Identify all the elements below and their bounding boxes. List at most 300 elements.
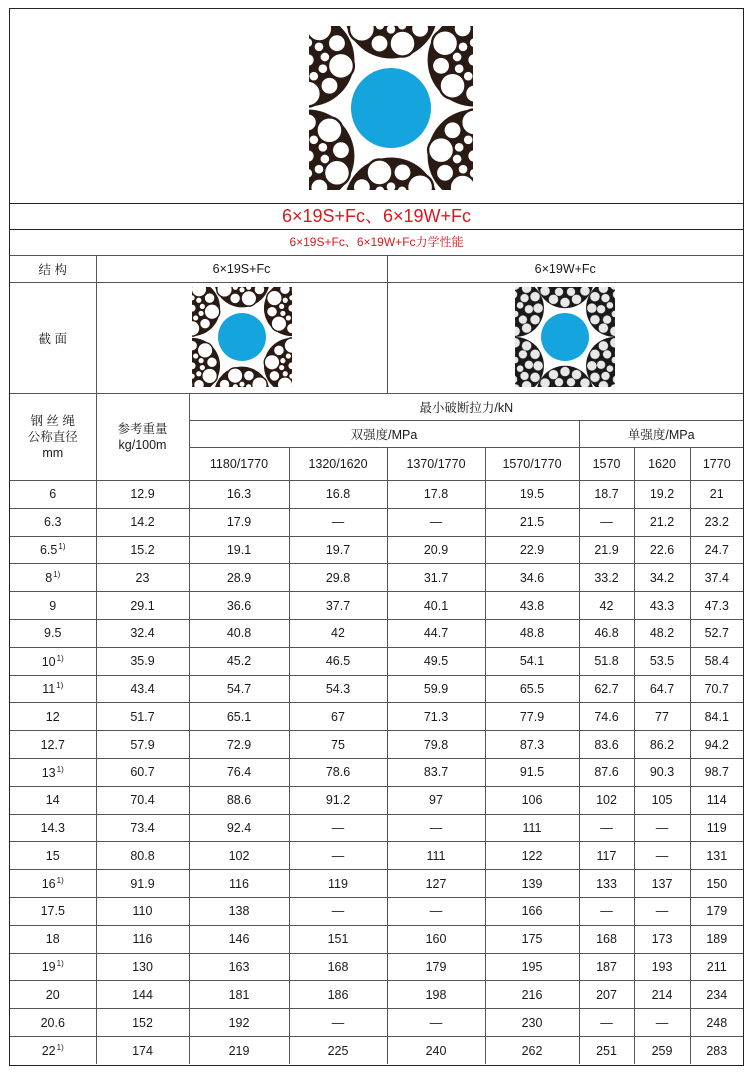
weight-header xyxy=(96,394,189,481)
structure-label: 结 构 xyxy=(10,256,96,283)
diameter-cell xyxy=(10,592,96,620)
diameter-value: 12.7 xyxy=(40,737,65,752)
force-cell: 262 xyxy=(485,1036,579,1064)
wire xyxy=(206,356,217,367)
force-cell: 34.2 xyxy=(634,564,690,592)
force-cell: 248 xyxy=(690,1009,743,1037)
force-cell: 37.4 xyxy=(690,564,743,592)
dual-strength-header: 双强度/MPa xyxy=(189,421,579,448)
diameter-cell xyxy=(10,675,96,703)
wire xyxy=(572,369,582,379)
wire xyxy=(590,372,600,382)
wire xyxy=(285,353,290,358)
wire xyxy=(517,365,524,372)
diameter-value: 16 xyxy=(41,877,56,892)
weight-cell: 43.4 xyxy=(96,675,189,703)
force-cell: 240 xyxy=(387,1036,485,1064)
table-row xyxy=(10,731,743,759)
table-row xyxy=(10,953,743,981)
force-cell: 116 xyxy=(189,870,289,898)
footnote-mark: 1) xyxy=(58,542,66,552)
table-row xyxy=(10,897,743,925)
force-cell: 88.6 xyxy=(189,786,289,814)
spec-sheet xyxy=(9,8,744,1066)
diameter-cell xyxy=(10,897,96,925)
wire xyxy=(534,360,544,370)
force-cell: 131 xyxy=(690,842,743,870)
wire xyxy=(309,72,318,81)
wire xyxy=(567,377,576,386)
force-cell: 193 xyxy=(634,953,690,981)
wire xyxy=(519,350,528,359)
force-cell: 187 xyxy=(579,953,634,981)
force-cell: 29.8 xyxy=(289,564,387,592)
force-cell: — xyxy=(579,897,634,925)
structure-w: 6×19W+Fc xyxy=(387,256,743,283)
diameter-header-line: 钢 丝 绳 xyxy=(30,414,75,428)
force-cell: 43.8 xyxy=(485,592,579,620)
force-cell: — xyxy=(289,1009,387,1037)
force-cell: 133 xyxy=(579,870,634,898)
diameter-cell xyxy=(10,1036,96,1064)
wire xyxy=(199,365,204,370)
wire xyxy=(453,53,462,62)
table-row xyxy=(10,1009,743,1037)
table-row xyxy=(10,536,743,564)
force-cell: 22.9 xyxy=(485,536,579,564)
footnote-mark: 1) xyxy=(56,681,64,691)
wire xyxy=(519,315,528,324)
wire xyxy=(317,117,343,143)
diameter-cell xyxy=(10,786,96,814)
force-cell: — xyxy=(289,842,387,870)
wire xyxy=(268,370,279,381)
force-cell: 64.7 xyxy=(634,675,690,703)
wire xyxy=(199,318,210,329)
weight-cell: 51.7 xyxy=(96,703,189,731)
wire xyxy=(193,315,198,320)
force-cell: 17.9 xyxy=(189,508,289,536)
force-cell: 283 xyxy=(690,1036,743,1064)
force-cell: 21 xyxy=(690,481,743,509)
force-cell: 67 xyxy=(289,703,387,731)
diameter-value: 18 xyxy=(45,932,60,947)
wire xyxy=(407,174,433,190)
wire xyxy=(567,287,576,296)
force-cell: 175 xyxy=(485,925,579,953)
force-cell: 92.4 xyxy=(189,814,289,842)
breaking-force-header: 最小破断拉力/kN xyxy=(189,394,743,421)
wire xyxy=(328,34,346,52)
wire xyxy=(597,360,606,369)
force-cell: 52.7 xyxy=(690,619,743,647)
force-cell: 163 xyxy=(189,953,289,981)
diameter-cell xyxy=(10,619,96,647)
force-cell: 179 xyxy=(690,897,743,925)
diameter-value: 14.3 xyxy=(40,820,65,835)
force-cell: 79.8 xyxy=(387,731,485,759)
wire xyxy=(196,371,201,376)
force-cell: 225 xyxy=(289,1036,387,1064)
force-cell: 53.5 xyxy=(634,647,690,675)
wire xyxy=(321,53,330,62)
force-cell: — xyxy=(289,897,387,925)
force-cell: — xyxy=(634,842,690,870)
wire xyxy=(279,303,284,308)
fiber-core xyxy=(351,68,431,148)
force-cell: 138 xyxy=(189,897,289,925)
wire xyxy=(587,360,597,370)
wire xyxy=(530,372,540,382)
wire xyxy=(549,294,559,304)
wire xyxy=(315,42,324,51)
force-cell: 181 xyxy=(189,981,289,1009)
force-cell: — xyxy=(289,814,387,842)
grade-header: 1770 xyxy=(690,448,743,481)
force-cell: 54.1 xyxy=(485,647,579,675)
diameter-cell xyxy=(10,925,96,953)
wire xyxy=(285,315,290,320)
force-cell: 160 xyxy=(387,925,485,953)
wire xyxy=(580,378,590,387)
force-cell: 16.8 xyxy=(289,481,387,509)
force-cell: 207 xyxy=(579,981,634,1009)
wire xyxy=(273,344,284,355)
diameter-cell xyxy=(10,564,96,592)
diameter-cell xyxy=(10,814,96,842)
force-cell: — xyxy=(289,508,387,536)
wire xyxy=(193,379,204,387)
wire xyxy=(239,287,244,292)
wire xyxy=(530,349,540,359)
force-cell: 40.8 xyxy=(189,619,289,647)
wire xyxy=(453,155,462,164)
diameter-value: 15 xyxy=(45,848,60,863)
force-cell: 44.7 xyxy=(387,619,485,647)
section-w-diagram xyxy=(515,287,615,387)
force-cell: 91.5 xyxy=(485,758,579,786)
wire xyxy=(520,371,529,380)
force-cell: 146 xyxy=(189,925,289,953)
wire xyxy=(271,315,287,331)
force-cell: 19.2 xyxy=(634,481,690,509)
wire xyxy=(540,287,550,296)
force-cell: 40.1 xyxy=(387,592,485,620)
diameter-value: 8 xyxy=(45,571,53,586)
force-cell: 19.7 xyxy=(289,536,387,564)
force-cell: 24.7 xyxy=(690,536,743,564)
wire xyxy=(266,306,277,317)
force-cell: — xyxy=(634,814,690,842)
force-cell: 48.2 xyxy=(634,619,690,647)
page-title: 6×19S+Fc、6×19W+Fc xyxy=(10,203,743,230)
diameter-cell xyxy=(10,508,96,536)
fiber-core xyxy=(541,313,589,361)
force-cell: — xyxy=(387,897,485,925)
force-cell: 195 xyxy=(485,953,579,981)
diameter-value: 20.6 xyxy=(40,1015,65,1030)
weight-cell: 12.9 xyxy=(96,481,189,509)
rope-cross-section-large xyxy=(309,26,473,190)
force-cell: 87.3 xyxy=(485,731,579,759)
force-cell: 37.7 xyxy=(289,592,387,620)
table-row xyxy=(10,870,743,898)
diameter-value: 14 xyxy=(45,793,60,808)
single-strength-header: 单强度/MPa xyxy=(579,421,743,448)
table-row xyxy=(10,592,743,620)
force-cell: 87.6 xyxy=(579,758,634,786)
wire xyxy=(280,310,285,315)
wire xyxy=(204,303,220,319)
wire xyxy=(525,304,534,313)
force-cell: 251 xyxy=(579,1036,634,1064)
grade-header: 1570/1770 xyxy=(485,448,579,481)
wire xyxy=(603,315,612,324)
wire xyxy=(560,297,570,307)
force-cell: 186 xyxy=(289,981,387,1009)
force-cell: 86.2 xyxy=(634,731,690,759)
table-row xyxy=(10,1036,743,1064)
grade-header: 1180/1770 xyxy=(189,448,289,481)
weight-cell: 144 xyxy=(96,981,189,1009)
wire xyxy=(580,287,590,296)
diameter-value: 6.3 xyxy=(44,515,62,530)
wire xyxy=(349,26,375,42)
wire xyxy=(280,358,285,363)
force-cell: 48.8 xyxy=(485,619,579,647)
force-cell: 34.6 xyxy=(485,564,579,592)
wire xyxy=(436,164,454,182)
wire xyxy=(607,301,614,308)
weight-cell: 35.9 xyxy=(96,647,189,675)
force-cell: 21.9 xyxy=(579,536,634,564)
force-cell: — xyxy=(634,1009,690,1037)
structure-s: 6×19S+Fc xyxy=(96,256,387,283)
diameter-value: 6 xyxy=(49,487,57,502)
force-cell: 119 xyxy=(289,870,387,898)
weight-cell: 32.4 xyxy=(96,619,189,647)
diameter-value: 9.5 xyxy=(44,626,62,641)
force-cell: 216 xyxy=(485,981,579,1009)
wire xyxy=(522,340,532,350)
force-cell: 189 xyxy=(690,925,743,953)
force-cell: 151 xyxy=(289,925,387,953)
weight-cell: 80.8 xyxy=(96,842,189,870)
wire xyxy=(282,371,287,376)
force-cell: 62.7 xyxy=(579,675,634,703)
wire xyxy=(204,292,215,303)
force-cell: 168 xyxy=(289,953,387,981)
force-cell: 106 xyxy=(485,786,579,814)
weight-header-line: kg/100m xyxy=(118,438,167,452)
force-cell: 19.1 xyxy=(189,536,289,564)
wire xyxy=(241,290,257,306)
force-cell: — xyxy=(387,814,485,842)
weight-cell: 73.4 xyxy=(96,814,189,842)
force-cell: 65.1 xyxy=(189,703,289,731)
table-row xyxy=(10,564,743,592)
wire xyxy=(310,178,328,190)
force-cell: 192 xyxy=(189,1009,289,1037)
diameter-cell xyxy=(10,703,96,731)
diameter-value: 20 xyxy=(45,987,60,1002)
force-cell: 17.8 xyxy=(387,481,485,509)
wire xyxy=(216,287,232,297)
force-cell: 42 xyxy=(579,592,634,620)
force-cell: 21.2 xyxy=(634,508,690,536)
force-cell: 168 xyxy=(579,925,634,953)
diameter-value: 19 xyxy=(41,960,56,975)
force-cell: 119 xyxy=(690,814,743,842)
diameter-cell xyxy=(10,536,96,564)
wire xyxy=(597,304,606,313)
force-cell: 127 xyxy=(387,870,485,898)
force-cell: 65.5 xyxy=(485,675,579,703)
force-cell: — xyxy=(579,814,634,842)
wire xyxy=(459,165,468,174)
wire xyxy=(520,293,529,302)
diameter-cell xyxy=(10,481,96,509)
force-cell: 211 xyxy=(690,953,743,981)
force-cell: 198 xyxy=(387,981,485,1009)
wire xyxy=(264,354,280,370)
grade-header: 1370/1770 xyxy=(387,448,485,481)
force-cell: — xyxy=(579,508,634,536)
force-cell: 43.3 xyxy=(634,592,690,620)
table-row xyxy=(10,508,743,536)
section-s-diagram xyxy=(192,287,292,387)
force-cell: 77.9 xyxy=(485,703,579,731)
wire xyxy=(328,53,354,79)
force-cell: 219 xyxy=(189,1036,289,1064)
spec-table xyxy=(10,255,743,1064)
wire xyxy=(279,365,284,370)
wire xyxy=(530,314,540,324)
force-cell: 45.2 xyxy=(189,647,289,675)
force-cell: 114 xyxy=(690,786,743,814)
diameter-cell xyxy=(10,1009,96,1037)
force-cell: 23.2 xyxy=(690,508,743,536)
force-cell: 49.5 xyxy=(387,647,485,675)
wire xyxy=(428,137,454,163)
diameter-value: 22 xyxy=(41,1044,56,1059)
weight-cell: 60.7 xyxy=(96,758,189,786)
footnote-mark: 1) xyxy=(56,876,64,886)
wire xyxy=(279,287,290,295)
diameter-cell xyxy=(10,842,96,870)
diameter-header-line: mm xyxy=(42,446,64,460)
wire xyxy=(601,293,610,302)
footnote-mark: 1) xyxy=(56,653,64,663)
wire xyxy=(197,342,213,358)
wire xyxy=(251,376,267,386)
weight-cell: 70.4 xyxy=(96,786,189,814)
force-cell: 74.6 xyxy=(579,703,634,731)
wire xyxy=(599,340,609,350)
force-cell: 111 xyxy=(387,842,485,870)
wire xyxy=(459,42,468,51)
page-subtitle: 6×19S+Fc、6×19W+Fc力学性能 xyxy=(10,230,743,256)
force-cell: 179 xyxy=(387,953,485,981)
force-cell: 83.7 xyxy=(387,758,485,786)
force-cell: 94.2 xyxy=(690,731,743,759)
force-cell: 54.7 xyxy=(189,675,289,703)
weight-cell: 23 xyxy=(96,564,189,592)
force-cell: 105 xyxy=(634,786,690,814)
weight-cell: 15.2 xyxy=(96,536,189,564)
force-cell: 18.7 xyxy=(579,481,634,509)
force-cell: — xyxy=(387,1009,485,1037)
weight-cell: 29.1 xyxy=(96,592,189,620)
wire xyxy=(603,350,612,359)
weight-cell: 130 xyxy=(96,953,189,981)
force-cell: 70.7 xyxy=(690,675,743,703)
force-cell: 20.9 xyxy=(387,536,485,564)
wire xyxy=(309,135,318,144)
diameter-value: 10 xyxy=(41,654,56,669)
weight-cell: 152 xyxy=(96,1009,189,1037)
diameter-cell xyxy=(10,647,96,675)
wire xyxy=(540,378,550,387)
wire xyxy=(590,349,600,359)
force-cell: 21.5 xyxy=(485,508,579,536)
force-cell: 173 xyxy=(634,925,690,953)
force-cell: 90.3 xyxy=(634,758,690,786)
force-cell: 33.2 xyxy=(579,564,634,592)
force-cell: 42 xyxy=(289,619,387,647)
force-cell: 166 xyxy=(485,897,579,925)
wire xyxy=(199,303,204,308)
diameter-cell xyxy=(10,981,96,1009)
weight-cell: 174 xyxy=(96,1036,189,1064)
force-cell: 22.6 xyxy=(634,536,690,564)
table-row xyxy=(10,842,743,870)
wire xyxy=(319,64,328,73)
section-w-cell xyxy=(387,283,743,394)
force-cell: 51.8 xyxy=(579,647,634,675)
force-cell: 137 xyxy=(634,870,690,898)
wire xyxy=(321,155,330,164)
wire xyxy=(319,143,328,152)
force-cell: 83.6 xyxy=(579,731,634,759)
wire xyxy=(198,358,203,363)
force-cell: 75 xyxy=(289,731,387,759)
wire xyxy=(599,323,609,333)
wire xyxy=(549,369,559,379)
wire xyxy=(601,371,610,380)
wire xyxy=(455,143,464,152)
wire xyxy=(196,297,201,302)
weight-cell: 116 xyxy=(96,925,189,953)
wire xyxy=(590,314,600,324)
wire xyxy=(572,294,582,304)
section-s-cell xyxy=(96,283,387,394)
footnote-mark: 1) xyxy=(53,570,61,580)
diameter-header xyxy=(10,394,96,481)
wire xyxy=(227,367,243,383)
wire xyxy=(464,135,473,144)
wire xyxy=(587,303,597,313)
wire xyxy=(315,165,324,174)
wire xyxy=(534,303,544,313)
diameter-value: 9 xyxy=(49,598,57,613)
force-cell: 230 xyxy=(485,1009,579,1037)
force-cell: 71.3 xyxy=(387,703,485,731)
wire xyxy=(590,291,600,301)
force-cell: 102 xyxy=(189,842,289,870)
wire xyxy=(282,297,287,302)
wire xyxy=(320,77,338,95)
